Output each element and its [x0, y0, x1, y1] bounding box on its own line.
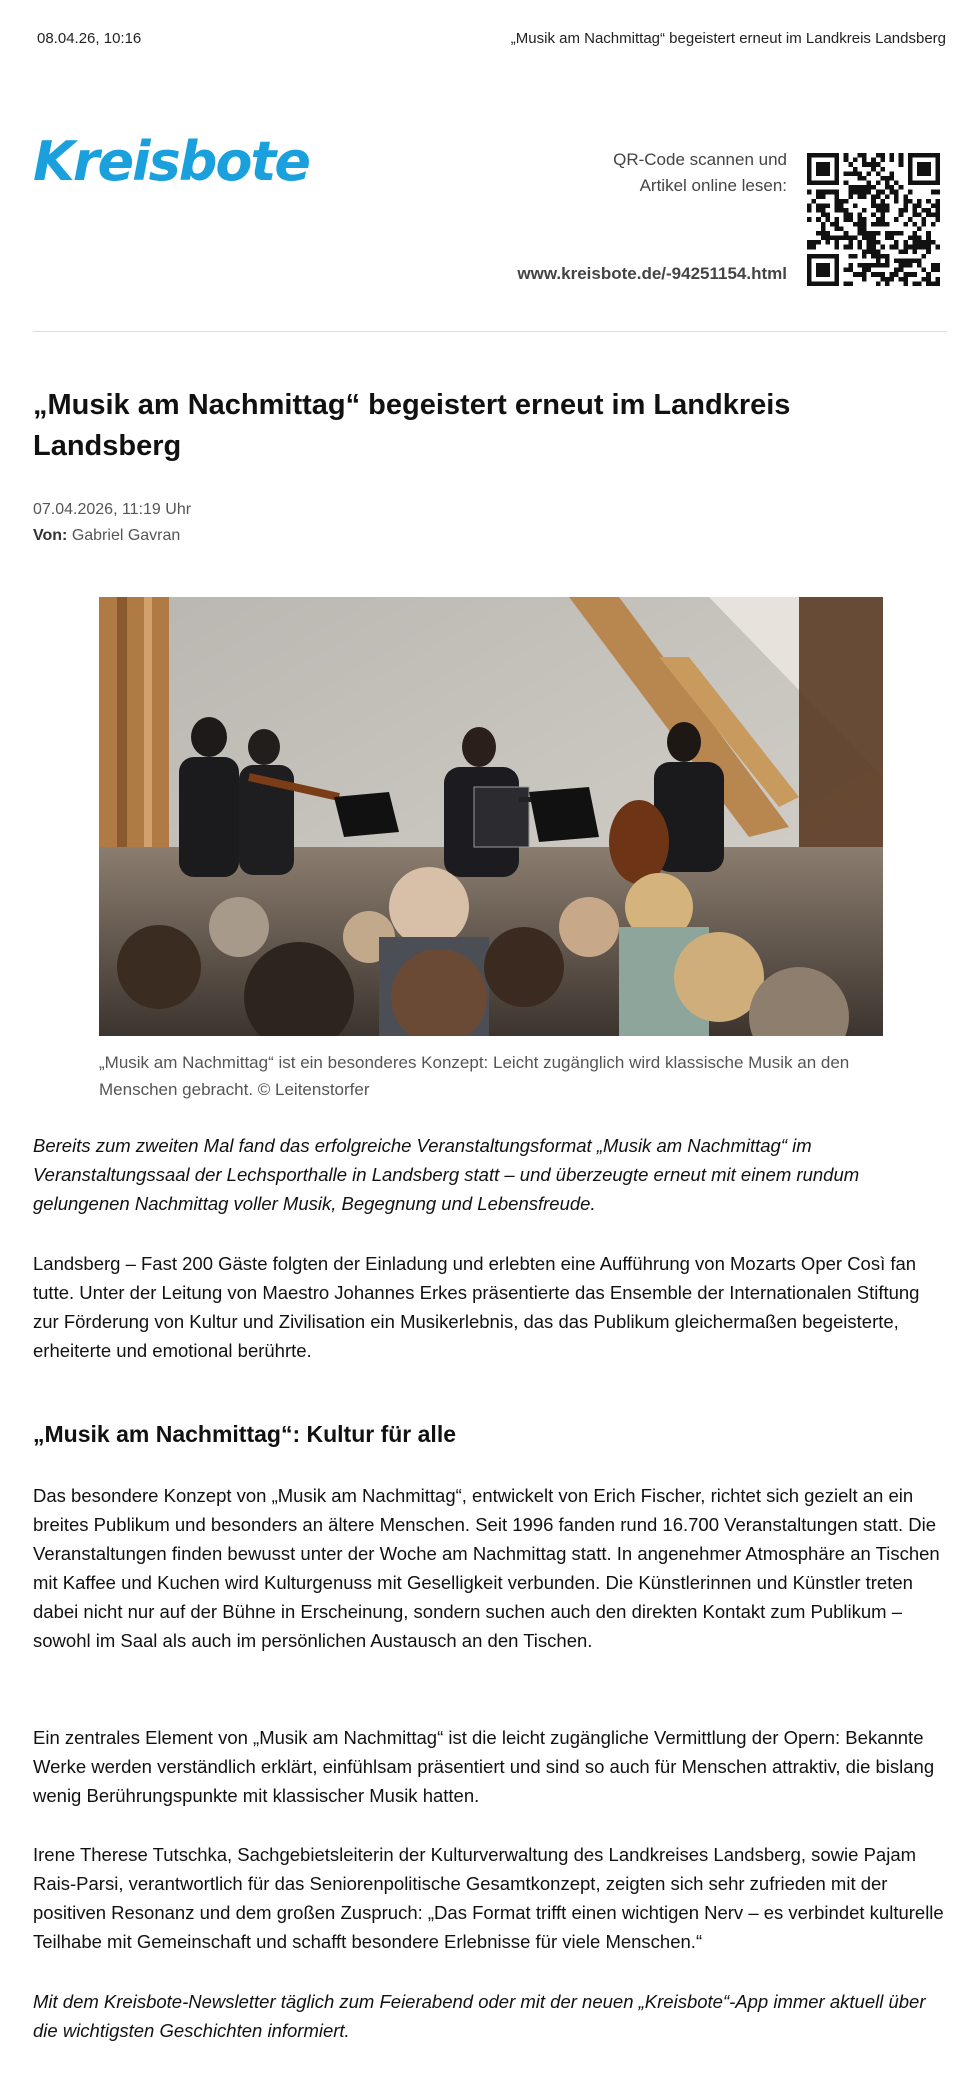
- article-paragraph-3: Ein zentrales Element von „Musik am Nachmittag“ ist die leicht zugängliche Vermittlung der Opern: Bekannte Werke werden verständlich erklärt, einfühlsam präsentiert und sind so auch für Menschen attraktiv, die bislang wenig Berührungspunkte mit klassischer Musik hatten.: [33, 1727, 935, 1806]
- print-header-title: „Musik am Nachmittag“ begeistert erneut im Landkreis Landsberg: [510, 30, 946, 47]
- article-paragraph-4: Irene Therese Tutschka, Sachgebietsleiterin der Kulturverwaltung des Landkreises Landsberg, sowie Pajam Rais-Parsi, verantwortlich für das Seniorenpolitische Gesamtkonzept, zeigten sich sehr zufrieden mit der positiven Resonanz und dem großen Zuspruch: „Das Format trifft einen wichtigen Nerv – es verbindet kulturelle Teilhabe mit Gemeinschaft und schafft besondere Erlebnisse für viele Menschen.“: [33, 1844, 944, 1952]
- article-photo: [99, 597, 883, 1036]
- qr-label-line1: QR-Code scannen und: [613, 150, 787, 169]
- print-datetime: 08.04.26, 10:16: [37, 30, 142, 47]
- author-name: Gabriel Gavran: [71, 527, 181, 544]
- article-date: 07.04.2026, 11:19 Uhr: [33, 501, 192, 518]
- kreisbote-logo[interactable]: Kreisbote: [33, 130, 309, 193]
- article-headline: „Musik am Nachmittag“ begeistert erneut im Landkreis Landsberg: [33, 389, 791, 462]
- article-paragraph-1: Landsberg – Fast 200 Gäste folgten der Einladung und erlebten eine Aufführung von Mozarts Oper Così fan tutte. Unter der Leitung von Maestro Johannes Erkes präsentierte das Ensemble der Internationalen Stiftung zur Förderung von Kultur und Zivilisation ein Musikerlebnis, das das Publikum gleichermaßen begeisterte, erheiterte und emotional berührte.: [33, 1253, 920, 1361]
- article-subheading: „Musik am Nachmittag“: Kultur für alle: [33, 1421, 457, 1447]
- qr-code-icon: [807, 153, 940, 286]
- article-url[interactable]: www.kreisbote.de/-94251154.html: [517, 264, 787, 283]
- article-paragraph-2: Das besondere Konzept von „Musik am Nachmittag“, entwickelt von Erich Fischer, richtet sich gezielt an ein breites Publikum und besonders an ältere Menschen. Seit 1996 fanden rund 16.700 Veranstaltungen statt. Die Veranstaltungen finden bewusst unter der Woche am Nachmittag statt. In angenehmer Atmosphäre an Tischen mit Kaffee und Kuchen wird Kulturgenuss mit Geselligkeit verbunden. Die Künstlerinnen und Künstler treten dabei nicht nur auf der Bühne in Erscheinung, sondern suchen auch den direkten Kontakt zum Publikum – sowohl im Saal als auch im persönlichen Austausch an den Tischen.: [33, 1485, 940, 1651]
- article-lead: Bereits zum zweiten Mal fand das erfolgreiche Veranstaltungsformat „Musik am Nachmittag“ im Veranstaltungssaal der Lechsporthalle in Landsberg statt – und überzeugte erneut mit einem rundum gelungenen Nachmittag voller Musik, Begegnung und Lebensfreude.: [33, 1135, 860, 1214]
- header-divider: [33, 331, 947, 332]
- image-caption: „Musik am Nachmittag“ ist ein besonderes Konzept: Leicht zugänglich wird klassische Musik an den Menschen gebracht. © Leitenstorfer: [99, 1053, 850, 1099]
- qr-label-line2: Artikel online lesen:: [639, 176, 787, 195]
- article-author: [33, 527, 180, 545]
- author-label: Von:: [33, 527, 68, 544]
- newsletter-note: Mit dem Kreisbote-Newsletter täglich zum Feierabend oder mit der neuen „Kreisbote“-App immer aktuell über die wichtigsten Geschichten informiert.: [33, 1991, 926, 2041]
- qr-label: [547, 147, 787, 199]
